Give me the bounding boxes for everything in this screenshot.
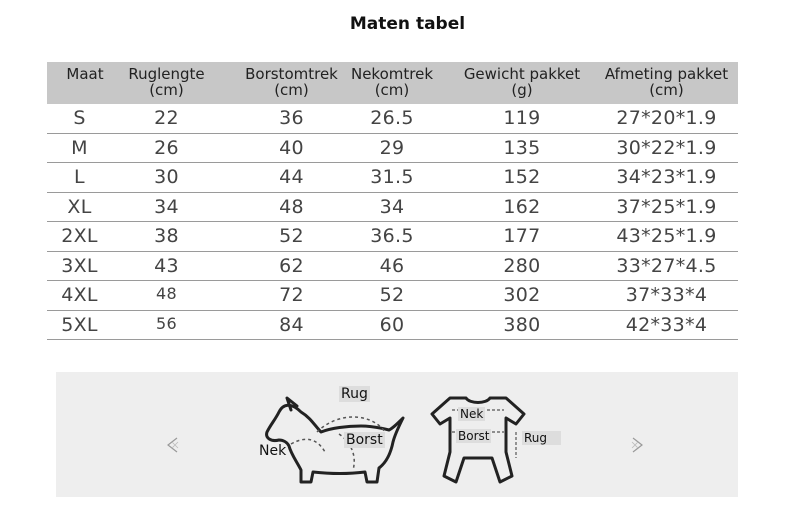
size-table [47,62,738,340]
header-back-length-label: Ruglengte [128,65,205,83]
measurement-diagram [56,372,738,497]
cell-weight: 380 [503,313,541,336]
header-back-length-unit: (cm) [149,81,184,99]
cell-package-size: 43*25*1.9 [616,225,717,247]
cell-size: 2XL [61,225,98,247]
cell-neck: 52 [379,284,405,306]
header-size [55,66,115,82]
cell-neck: 60 [379,313,405,336]
dog-chest-label: Borst [346,432,383,448]
cell-weight: 177 [503,225,541,247]
header-chest [239,66,344,98]
cell-package-size: 42*33*4 [625,313,708,336]
header-neck-unit: (cm) [374,81,410,99]
header-package-size-label: Afmeting pakket [604,65,729,83]
chevron-right-icon[interactable] [626,434,648,456]
cell-size: M [71,136,88,159]
table-row [47,193,738,223]
garment-chest-label: Borst [458,429,490,443]
cell-chest: 72 [279,284,304,306]
header-neck-label: Nekomtrek [350,65,434,83]
cell-neck: 34 [379,195,405,218]
cell-back-length: 26 [154,136,179,159]
cell-chest: 36 [279,107,304,129]
table-row [47,104,738,134]
cell-package-size: 27*20*1.9 [616,107,717,129]
garment-back-label: Rug [522,431,561,445]
header-neck [347,66,437,98]
cell-back-length: 38 [154,225,179,247]
header-weight-label: Gewicht pakket [463,65,581,83]
cell-size: 4XL [61,284,98,306]
cell-chest: 48 [279,195,304,218]
cell-package-size: 34*23*1.9 [616,166,717,188]
dog-back-label: Rug [341,386,368,402]
table-row [47,281,738,311]
cell-chest: 84 [279,313,304,336]
cell-neck: 36.5 [370,225,414,247]
cell-back-length: 22 [154,107,179,129]
header-size-label: Maat [66,65,104,83]
cell-back-length: 43 [154,254,179,277]
cell-size: 5XL [61,313,98,336]
dog-neck-label: Nek [259,443,287,459]
table-body [47,104,738,340]
cell-package-size: 33*27*4.5 [616,254,717,277]
table-row [47,311,738,341]
header-back-length [119,66,214,98]
chevron-left-icon[interactable] [162,434,184,456]
table-header [47,62,738,104]
cell-package-size: 37*25*1.9 [616,195,717,218]
table-row [47,163,738,193]
header-chest-unit: (cm) [274,81,309,99]
cell-neck: 46 [379,254,405,277]
cell-neck: 29 [379,136,405,159]
cell-weight: 135 [503,136,541,159]
table-row [47,252,738,282]
header-weight [457,66,587,98]
cell-back-length: 30 [154,166,179,188]
cell-neck: 31.5 [370,166,414,188]
garment-neck-label: Nek [460,407,484,421]
header-package-size-unit: (cm) [649,81,684,99]
header-package-size [599,66,734,98]
cell-weight: 302 [503,284,541,306]
table-row [47,134,738,164]
cell-chest: 62 [279,254,304,277]
header-weight-unit: (g) [511,81,533,99]
cell-weight: 162 [503,195,541,218]
cell-size: S [73,107,86,129]
cell-size: 3XL [61,254,98,277]
cell-weight: 280 [503,254,541,277]
cell-size: XL [67,195,92,218]
cell-neck: 26.5 [370,107,414,129]
cell-chest: 40 [279,136,304,159]
cell-chest: 52 [279,225,304,247]
cell-back-length: 48 [156,284,177,303]
cell-weight: 152 [503,166,541,188]
page-title: Maten tabel [349,14,466,34]
cell-back-length: 34 [154,195,179,218]
cell-size: L [74,166,85,188]
cell-back-length: 56 [156,313,177,333]
table-row [47,222,738,252]
cell-package-size: 37*33*4 [625,284,708,306]
cell-weight: 119 [503,107,541,129]
cell-package-size: 30*22*1.9 [616,136,717,159]
header-chest-label: Borstomtrek [245,65,338,83]
cell-chest: 44 [279,166,304,188]
